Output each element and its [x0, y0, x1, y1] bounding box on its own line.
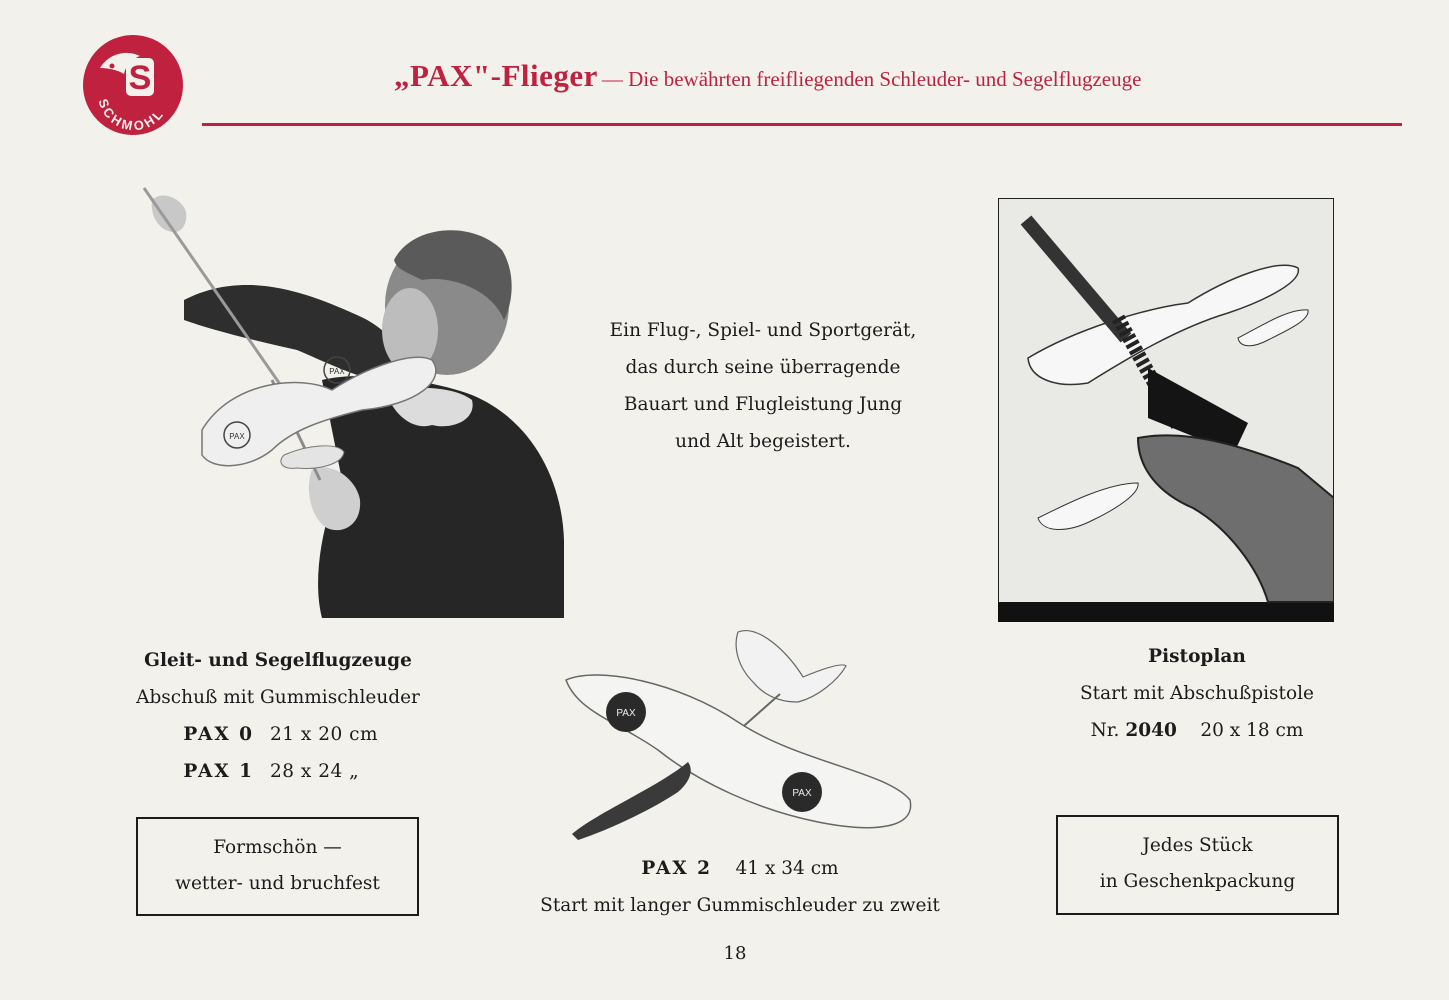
model-row — [108, 716, 448, 753]
feature-line: Formschön — — [213, 837, 342, 858]
intro-line: und Alt begeistert. — [675, 431, 851, 452]
pistoplan-nr-label: Nr. — [1090, 720, 1120, 741]
title-brand: „PAX"-Flieger — [394, 58, 598, 93]
glide-launch: Abschuß mit Gummischleuder — [136, 687, 420, 708]
title-subtitle: — Die bewährten freifliegenden Schleuder- und Segelflugzeuge — [601, 67, 1142, 91]
pistoplan-nr-row — [1040, 712, 1354, 749]
pax2-wing-mark-right: PAX — [792, 788, 812, 799]
feature-line: in Geschenkpackung — [1099, 871, 1296, 892]
logo-text: SCHMOHL — [95, 96, 168, 134]
intro-line: Ein Flug-, Spiel- und Sportgerät, — [609, 320, 917, 341]
page-number: 18 — [723, 943, 747, 964]
pax2-launch: Start mit langer Gummischleuder zu zweit — [540, 895, 940, 916]
feature-box-right — [1056, 815, 1339, 915]
feature-box-left — [136, 817, 419, 916]
pax2-caption — [520, 850, 960, 924]
pistoplan-title: Pistoplan — [1148, 646, 1246, 667]
intro-text — [598, 312, 928, 460]
glide-models-block — [108, 642, 448, 790]
pistoplan-nr-value: 2040 — [1125, 720, 1177, 741]
logo-letter: S — [128, 59, 152, 97]
feature-line: wetter- und bruchfest — [175, 873, 380, 894]
pistoplan-size: 20 x 18 cm — [1200, 720, 1304, 741]
wing-mark-left: PAX — [229, 432, 245, 441]
pax2-wing-mark-left: PAX — [616, 708, 636, 719]
page-title — [394, 58, 1141, 94]
schmohl-logo — [82, 34, 184, 136]
model-size: 28 x 24 „ — [270, 761, 360, 782]
pistoplan-illustration — [998, 198, 1334, 622]
wing-mark-right: PAX — [329, 367, 345, 376]
pax2-spec-row — [520, 850, 960, 887]
model-name: PAX 1 — [183, 761, 254, 782]
intro-line: Bauart und Flugleistung Jung — [623, 394, 903, 415]
model-size: 21 x 20 cm — [270, 724, 379, 745]
feature-line: Jedes Stück — [1142, 835, 1253, 856]
intro-line: das durch seine überragende — [625, 357, 901, 378]
pistoplan-launch: Start mit Abschußpistole — [1079, 683, 1314, 704]
pistoplan-block — [1040, 638, 1354, 749]
glide-title: Gleit- und Segelflugzeuge — [144, 650, 412, 671]
pax2-size: 41 x 34 cm — [735, 858, 839, 879]
model-row — [108, 753, 448, 790]
pax2-name: PAX 2 — [641, 858, 712, 879]
pax2-glider-photo — [558, 622, 918, 846]
boy-with-glider-photo — [132, 180, 572, 620]
model-name: PAX 0 — [183, 724, 254, 745]
header-divider — [202, 123, 1402, 126]
